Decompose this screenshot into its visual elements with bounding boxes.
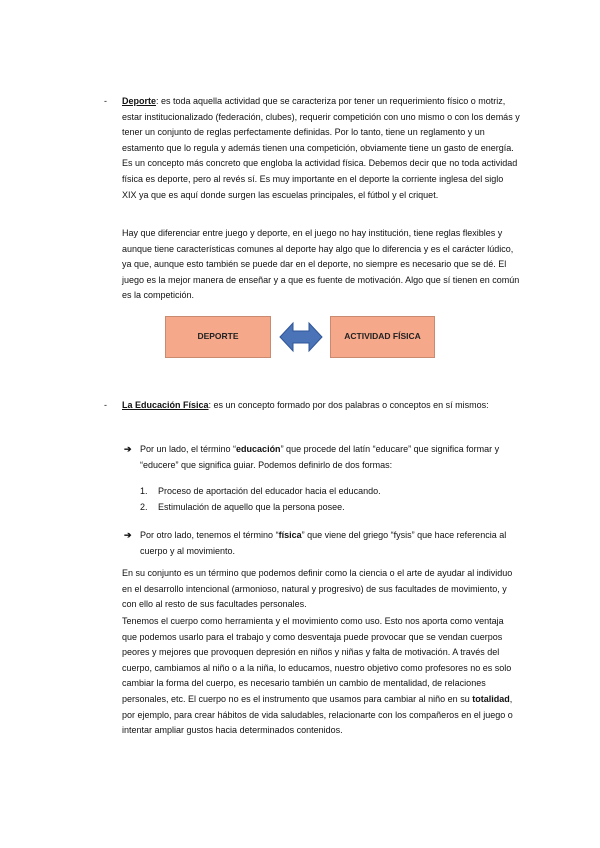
educacion-term: educación	[236, 444, 281, 454]
list-number: 1.	[140, 486, 148, 496]
item-text: ” que viene del griego “fysis” que hace referencia al cuerpo y al movimiento.	[140, 530, 507, 556]
item-text: Por un lado, el término “	[140, 444, 237, 454]
educacion-item	[140, 442, 520, 473]
bullet-dash: -	[104, 96, 107, 106]
list-number: 2.	[140, 502, 148, 512]
item-text: ” que procede del latín “educare” que significa formar y “educere” que significa guiar. Podemos definirlo de dos formas:	[140, 444, 500, 470]
paragraph-text: Tenemos el cuerpo como herramienta y el movimiento como uso. Esto nos aporta como ventaja que podemos usarlo para el trabajo y como desventaja puede provocar que se vendan cuerpos peores y mejores que provoquen depresión en niños y niñas y falta de motivación. A través del cuerpo, cambiamos al niño o a la niña, lo educamos, nuestro objetivo como profesores no es solo cambiar la forma del cuerpo, es necesario también un cambio de mentalidad, de relaciones personales, etc. El cuerpo no es el instrumento que usamos para cambiar al niño en su	[122, 616, 512, 704]
actividad-fisica-box: ACTIVIDAD FÍSICA	[330, 316, 435, 358]
juego-paragraph: Hay que diferenciar entre juego y deporte, en el juego no hay institución, tiene reglas flexibles y aunque tiene características comunes al deporte hay algo que lo diferencia y es el carácter lúdico, ya que, aunque esto también se puede dar en el deporte, no siempre es necesario que se dé. El juego es la mejor manera de enseñar y a que es fuente de motivación. Algo que sí tienen en común es la competición.	[122, 228, 520, 301]
list-item: Proceso de aportación del educador hacia el educando.	[158, 486, 381, 496]
paragraph-text: , por ejemplo, para crear hábitos de vida saludables, relacionarte con los compañeros en el juego o intentar ampliar gustos hacia determinados contenidos.	[122, 693, 513, 736]
list-item: Estimulación de aquello que la persona posee.	[158, 502, 345, 512]
fisica-term: física	[278, 530, 302, 540]
deporte-definition: : es toda aquella actividad que se caracteriza por tener un requerimiento físico o motriz, estar institucionalizado (federación, clubes), requerir competición con uno mismo o con los demás y tener un conjunto de reglas perfectamente definidas. Por lo tanto, tiene un reglamento y un estamento que lo regula y además tienen una competición, obviamente tiene un gasto de energía. Es un concepto más concreto que engloba la actividad física. Debemos decir que no toda actividad física es deporte, pero al revés sí. Es muy importante en el deporte la corriente inglesa del siglo XIX ya que es aquí donde surgen las escuelas principales, el fútbol y el criquet.	[122, 96, 520, 200]
totalidad-term: totalidad	[472, 693, 510, 704]
right-arrow-icon: ➔	[124, 530, 132, 540]
deporte-box: DEPORTE	[165, 316, 271, 358]
right-arrow-icon: ➔	[124, 444, 132, 454]
conjunto-paragraph: En su conjunto es un término que podemos definir como la ciencia o el arte de ayudar al individuo en el desarrollo intencional (armonioso, natural y progresivo) de sus facultades de movimiento, y con ello al resto de sus facultades personales.	[122, 568, 513, 610]
double-arrow-icon	[279, 320, 323, 354]
item-text: Por otro lado, tenemos el término “	[140, 530, 279, 540]
deporte-paragraph	[122, 94, 520, 203]
educacion-fisica-definition: : es un concepto formado por dos palabras o conceptos en sí mismos:	[208, 400, 489, 410]
fisica-item	[140, 528, 520, 559]
deporte-term: Deporte	[122, 96, 157, 106]
cuerpo-paragraph	[122, 614, 520, 739]
bullet-dash: -	[104, 400, 107, 410]
educacion-fisica-term: La Educación Física	[122, 400, 209, 410]
educacion-fisica-paragraph	[122, 398, 520, 414]
